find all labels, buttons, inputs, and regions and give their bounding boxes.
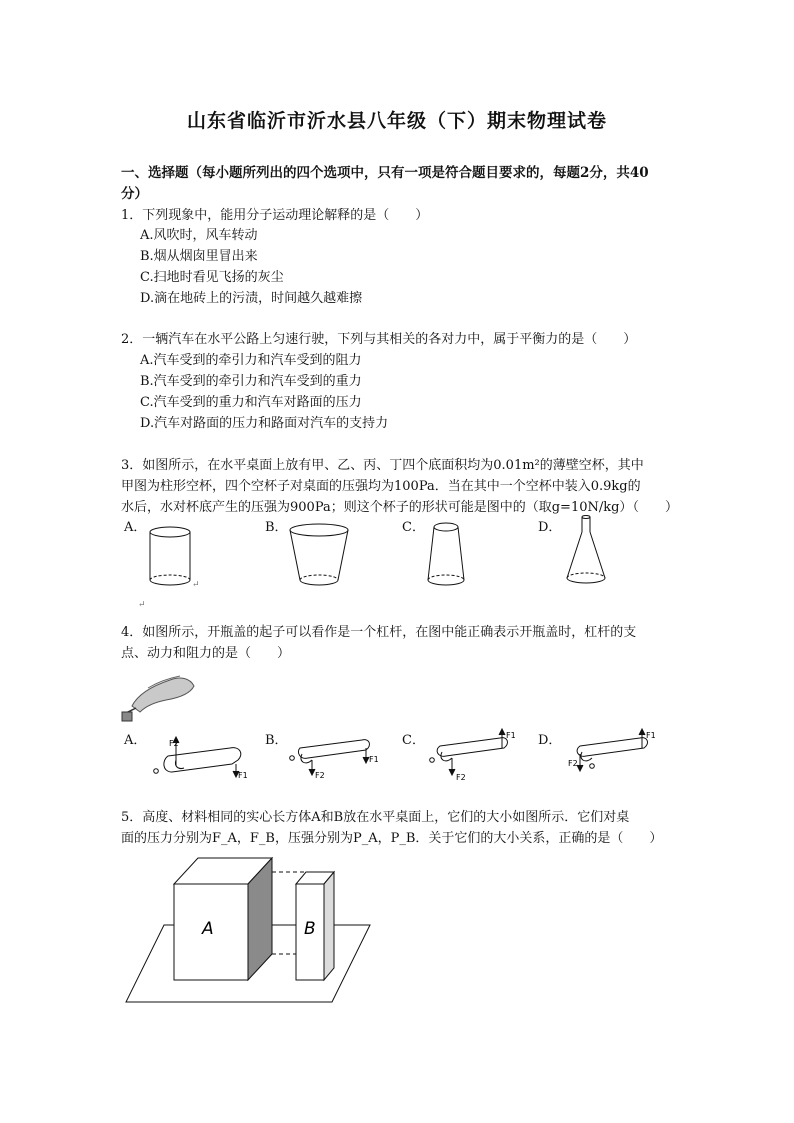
q1-option-c: C.扫地时看见飞扬的灰尘	[140, 270, 284, 285]
label-f2: F2	[456, 773, 466, 782]
q5-stem-line1: 5．高度、材料相同的实心长方体A和B放在水平桌面上，它们的大小如图所示．它们对桌	[121, 810, 630, 825]
section-heading: 一、选择题（每小题所列出的四个选项中，只有一项是符合题目要求的，每题2分，共40	[121, 165, 649, 181]
q3-stem-line3: 水后，水对杯底产生的压强为900Pa；则这个杯子的形状可能是图中的（取g=10N/kg）（ ）	[121, 500, 678, 515]
label-f2: F2	[315, 771, 325, 780]
label-f1: F1	[369, 755, 379, 764]
q2-option-a: A.汽车受到的牵引力和汽车受到的阻力	[140, 353, 362, 368]
section-heading-cont: 分）	[121, 186, 148, 202]
return-mark: ↵	[138, 600, 146, 610]
q4-label-b: B．	[265, 733, 288, 748]
lever-figure-d	[577, 729, 647, 771]
page-title: 山东省临沂市沂水县八年级（下）期末物理试卷	[186, 110, 607, 132]
q4-label-a: A．	[124, 733, 147, 748]
q3-label-a: A．	[124, 520, 147, 535]
q4-lever-figures	[140, 726, 700, 790]
hand-opener-illustration	[118, 664, 198, 722]
q1-option-a: A.风吹时，风车转动	[140, 228, 258, 243]
q4-label-d: D．	[538, 733, 562, 748]
q5-blocks-figure	[120, 850, 380, 1010]
label-f2: F2	[169, 739, 179, 748]
q1-option-b: B.烟从烟囱里冒出来	[140, 249, 258, 264]
q1-stem: 1．下列现象中，能用分子运动理论解释的是（ ）	[121, 208, 429, 223]
block-a-label: A	[202, 919, 214, 939]
q3-label-d: D．	[538, 520, 562, 535]
q2-stem: 2．一辆汽车在水平公路上匀速行驶，下列与其相关的各对力中，属于平衡力的是（ ）	[121, 332, 637, 347]
q3-label-b: B．	[265, 520, 288, 535]
q2-option-d: D.汽车对路面的压力和路面对汽车的支持力	[140, 416, 389, 431]
q3-stem-line1: 3．如图所示，在水平桌面上放有甲、乙、丙、丁四个底面积均为0.01m²的薄壁空杯，其中	[121, 458, 644, 473]
lever-figure-b	[290, 740, 370, 775]
block-a	[174, 858, 272, 980]
block-b-label: B	[304, 919, 316, 939]
lever-figure-a	[154, 737, 241, 777]
q5-stem-line2: 面的压力分别为F_A，F_B，压强分别为P_A，P_B．关于它们的大小关系，正确的是（ ）	[121, 831, 663, 846]
cup-wide-top	[290, 524, 348, 585]
q3-label-c: C．	[402, 520, 425, 535]
q1-option-d: D.滴在地砖上的污渍，时间越久越难擦	[140, 291, 363, 306]
cup-cylinder	[150, 527, 190, 585]
return-mark: ↵	[192, 580, 200, 590]
q3-cups-figure	[120, 512, 660, 612]
q4-stem-line1: 4．如图所示，开瓶盖的起子可以看作是一个杠杆，在图中能正确表示开瓶盖时，杠杆的支	[121, 625, 637, 640]
cup-narrow-top	[428, 523, 464, 585]
label-f2: F2	[568, 759, 578, 768]
label-f1: F1	[506, 731, 516, 740]
q4-label-c: C．	[402, 733, 425, 748]
q3-stem-line2: 甲图为柱形空杯，四个空杯子对桌面的压强均为100Pa．当在其中一个空杯中装入0.9kg的	[121, 479, 641, 494]
lever-figure-c	[430, 729, 508, 775]
q2-option-c: C.汽车受到的重力和汽车对路面的压力	[140, 395, 362, 410]
q2-option-b: B.汽车受到的牵引力和汽车受到的重力	[140, 374, 362, 389]
cup-flask	[567, 516, 605, 584]
label-f1: F1	[238, 771, 248, 780]
q4-stem-line2: 点、动力和阻力的是（ ）	[121, 646, 291, 661]
label-f1: F1	[646, 731, 656, 740]
